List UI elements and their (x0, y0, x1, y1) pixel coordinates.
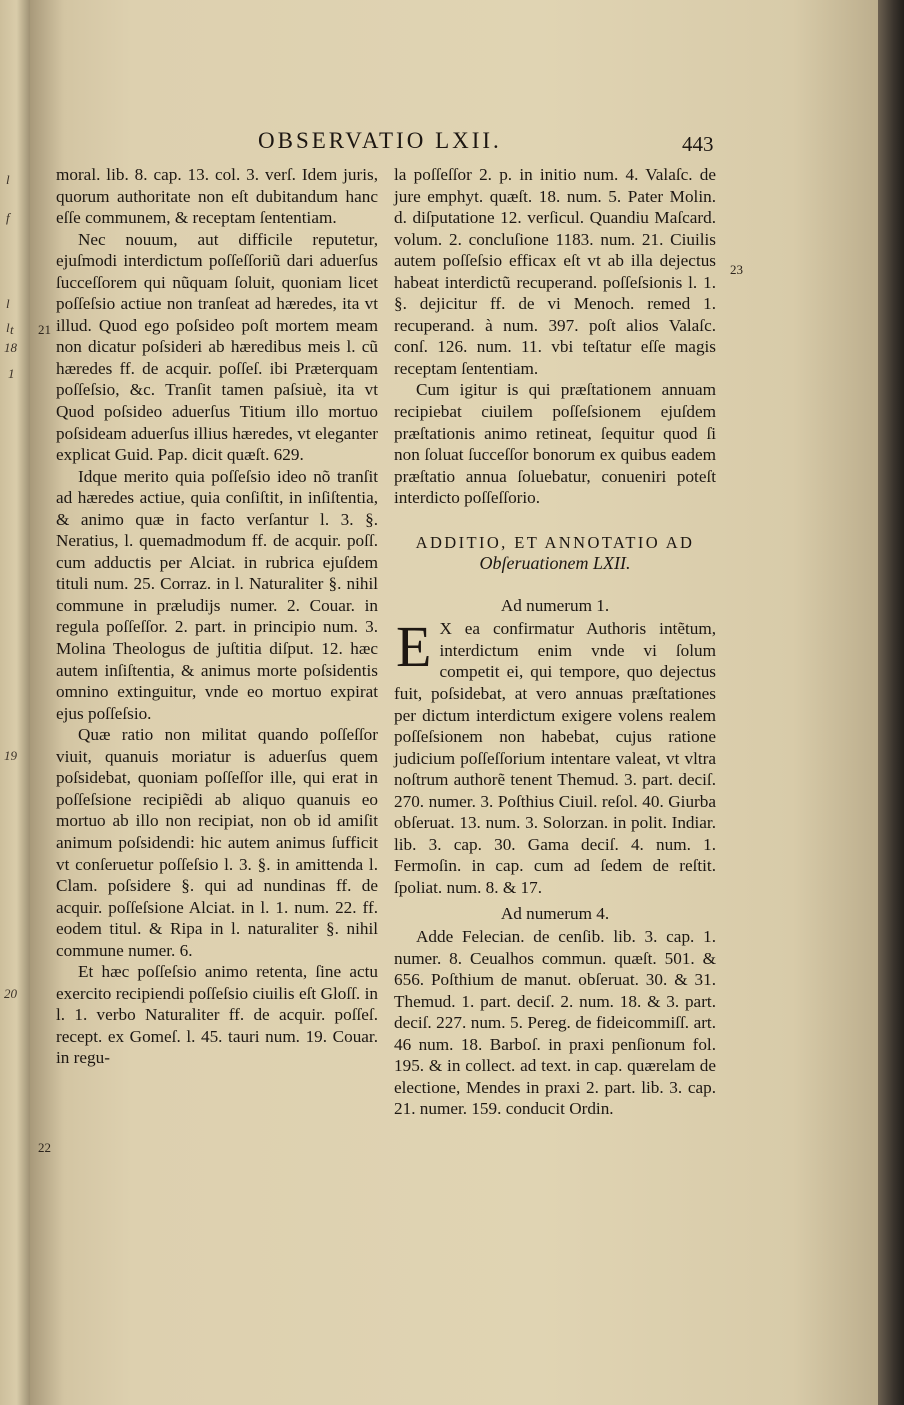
section-heading: Ad numerum 4. (500, 903, 610, 923)
paragraph: Idque merito quia poſſeſsio ideo nõ tranſit ad hæredes actiue, quia conſiſtit, in inſiſtentia, & animo quæ in facto verſantur l. 3. §. Neratius, l. quemadmodum ff. de acquir. poſſ. cum adductis per Alciat. in rubrica ejuſdem tituli num. 25. Corraz. in l. Naturaliter §. nihil commune in prӕludijs numer. 2. Couar. in regula poſſeſſor. 2. part. in principio num. 3. Molina Theologus de juſtitia diſput. 12. hæc autem inſiſtentia, & animus morte poſsidentis omnino extinguitur, vnde eo mortuo expirat ejus poſſeſsio. (56, 466, 378, 723)
prev-margin-mark: l (6, 296, 10, 311)
previous-page-edge (0, 0, 30, 1405)
prev-margin-mark: f (6, 210, 10, 225)
paragraph (394, 614, 716, 898)
addition-title: ADDITIO, ET ANNOTATIO AD (415, 532, 695, 552)
prev-margin-mark: l (6, 320, 10, 335)
paragraph: Nec nouum, aut difficile reputetur, ejuſmodi interdictum poſſeſſoriũ dari aduerſus ſucceſſorem qui nũquam ſoluit, quoniam licet poſſeſsio actiue non tranſeat ad hæredes, ita vt illud. Quod ego poſsideo poſt mortem meam non dicatur poſsideri ab hæredibus meis l. cũ hæredes ff. de acquir. poſſeſ. ibi Prӕterquam poſſeſsio, &c. Tranſit tamen paſsiuè, ita vt Quod poſsideo aduerſus Titium illo mortuo poſsideam aduerſus illius hæredes, vt eleganter explicat Guid. Pap. dicit quæſt. 629. (56, 229, 378, 465)
left-column (56, 164, 378, 1069)
prev-margin-mark: 18 (4, 340, 17, 355)
paragraph: Quæ ratio non militat quando poſſeſſor viuit, quanuis moriatur is aduerſus quem poſsidebat, quoniam poſſeſſor ille, qui erat in poſſeſsione recipiẽdi ab aliquo quanuis eo mortuo ab illo non recipiat, non ob id amiſit animum poſsidendi: hic autem animus ſufficit vt conſeruetur poſſeſsio l. 3. §. in amittenda l. Clam. poſsidere §. qui ad nundinas ff. de acquir. poſſeſsione Alciat. in l. 1. num. 22. ff. eodem titul. & Ripa in l. naturaliter §. nihil commune numer. 6. (56, 725, 378, 960)
right-column (394, 164, 716, 1120)
paragraph: moral. lib. 8. cap. 13. col. 3. verſ. Idem juris, quorum authoritate non eſt dubitandum hanc eſſe communem, & receptam ſententiam. (56, 165, 378, 228)
page-number: 443 (682, 132, 714, 156)
page-edge-shadow (878, 0, 904, 1405)
prev-margin-mark: t (10, 322, 14, 337)
paragraph: Cum igitur is qui præſtationem annuam recipiebat ciuilem poſſeſsionem ejuſdem præſtationis animo retineat, ſequitur quod ſi non ſoluat ſucceſſor bonorum ex quibus eadem præſtatio annua ſoluebatur, conueniri poteſt interdicto poſſeſſorio. (394, 380, 716, 508)
paragraph: la poſſeſſor 2. p. in initio num. 4. Valaſc. de jure emphyt. quæſt. 18. num. 5. Pater Molin. d. diſputatione 12. verſicul. Quandiu Maſcard. volum. 2. concluſione 1183. num. 21. Ciuilis autem poſſeſsio efficax eſt vt ab illa dejectus habeat interdictũ recuperand. poſſeſsionis l. 1. §. dejicitur ff. de vi Menoch. remed 1. recuperand. à num. 397. poſt alios Valaſc. conſ. 126. num. 11. vbi teſtatur eſſe magis receptam ſententiam. (394, 165, 716, 378)
section-heading: Ad numerum 1. (500, 595, 610, 615)
paragraph-text: X ea confirmatur Authoris intẽtum, interdictum enim vnde vi ſolum competit ei, qui tempore, quo dejectus fuit, poſsidebat, at vero annuas præſtationes per dictum interdictum exigere volens realem poſſeſsionem non habebat, cujus ratione judicium poſſeſſorium intentare valeat, vt vltra noſtrum authorẽ tenent Themud. 3. part. deciſ. 270. numer. 3. Poſthius Ciuil. reſol. 40. Giurba obſeruat. 13. num. 3. Solorzan. in polit. Indiar. lib. 3. cap. 30. Gama deciſ. 4. num. 1. Fermoſin. in cap. cum ad ſedem de reſtit. ſpoliat. num. 8. & 17. (394, 619, 716, 897)
prev-margin-mark: l (6, 172, 10, 187)
book-page (30, 0, 878, 1405)
prev-margin-mark: 20 (4, 986, 17, 1001)
paragraph: Adde Felecian. de cenſib. lib. 3. cap. 1. numer. 8. Ceualhos commun. quæſt. 501. & 656. Poſthium de manut. obſeruat. 30. & 31. Themud. 1. part. deciſ. 2. num. 18. & 3. part. deciſ. 227. num. 5. Pereg. de fideicommiſſ. art. 46 num. 18. Barboſ. in praxi penſionum fol. 195. & in collect. ad text. in cap. quærelam de electione, Mendes in praxi 2. part. lib. 3. cap. 21. numer. 159. conducit Ordin. (394, 927, 716, 1119)
addition-subtitle: Obſeruationem LXII. (479, 553, 631, 574)
prev-margin-mark: 1 (8, 366, 15, 381)
running-header: OBSERVATIO LXII. (258, 128, 502, 153)
paragraph: Et hæc poſſeſsio animo retenta, ſine actu exercito recipiendi poſſeſsio ciuilis eſt Gloſſ. in l. 1. verbo Naturaliter ff. de acquir. poſſeſ. recept. ex Gomeſ. l. 45. tauri num. 19. Couar. in regu- (56, 962, 378, 1068)
prev-margin-mark: 19 (4, 748, 17, 763)
margin-number: 22 (38, 1140, 51, 1155)
drop-cap: E (396, 614, 432, 680)
margin-number: 23 (730, 262, 743, 277)
margin-number: 21 (38, 322, 51, 337)
